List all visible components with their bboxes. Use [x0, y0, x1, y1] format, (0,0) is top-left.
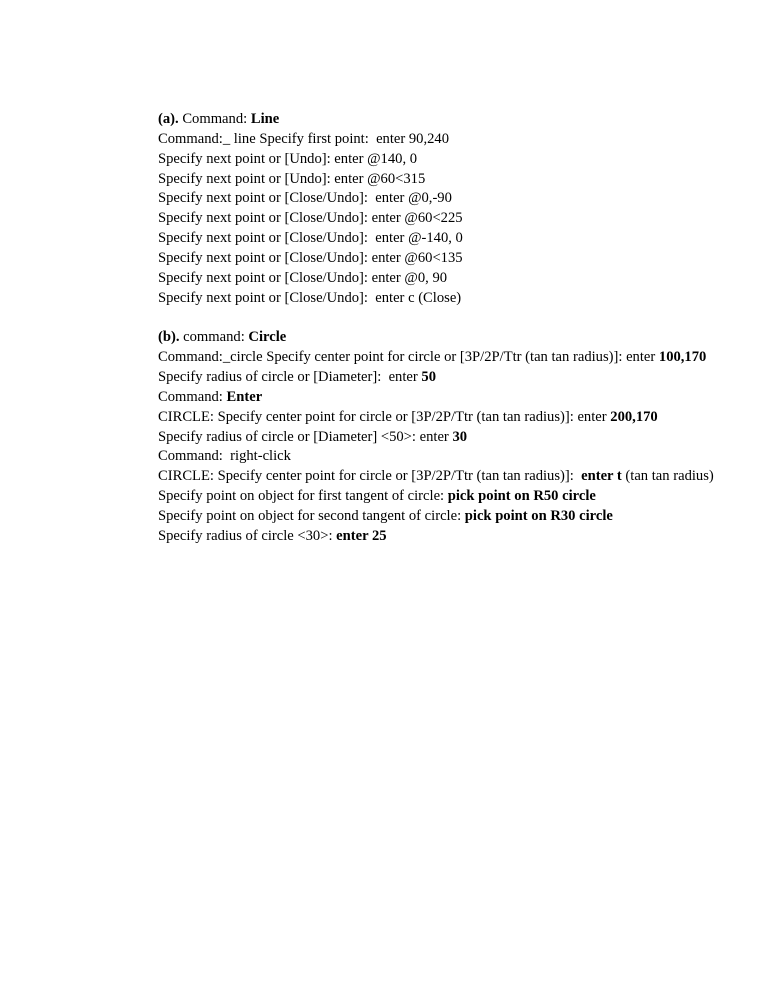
- document-body: [158, 110, 718, 547]
- section-a-heading-text: Command:: [178, 111, 251, 127]
- section-b-line-first-tangent: [158, 487, 718, 507]
- section-b-line-second-tangent: [158, 507, 718, 527]
- section-a-line: Specify next point or [Close/Undo]: enter @0, 90: [158, 269, 448, 286]
- line-value: enter t: [581, 468, 622, 485]
- line-text: Specify radius of circle <30>:: [158, 527, 337, 544]
- line-value: Enter: [226, 388, 263, 405]
- section-b-heading-text: command:: [179, 329, 249, 346]
- line-text: Specify radius of circle or [Diameter]: enter: [158, 368, 422, 385]
- section-b-line-radius-25: [158, 527, 718, 547]
- line-text: Command:_circle Specify center point for circle or [3P/2P/Ttr (tan tan radius)]: enter: [158, 349, 659, 366]
- section-b-line-center-200: [158, 408, 718, 428]
- section-spacer: [158, 308, 718, 328]
- line-tail: (tan tan radius): [621, 468, 714, 485]
- section-a-command: Line: [250, 111, 280, 127]
- line-value: 50: [421, 368, 436, 385]
- section-b-line-right-click: Command: right-click: [158, 448, 291, 465]
- section-a-line: Specify next point or [Undo]: enter @60<315: [158, 170, 426, 187]
- section-a-line: Specify next point or [Close/Undo]: enter c (Close): [158, 289, 462, 306]
- section-b-command: Circle: [248, 329, 287, 346]
- line-text: Command:: [158, 388, 227, 405]
- section-b-line-radius-50: [158, 368, 718, 388]
- section-b-line-ttr: [158, 467, 718, 487]
- section-a-line: Specify next point or [Close/Undo]: enter @60<135: [158, 249, 463, 266]
- section-a-line: Specify next point or [Close/Undo]: enter @60<225: [158, 210, 463, 227]
- line-value: pick point on R30 circle: [464, 507, 613, 524]
- section-b-line-circle-command: [158, 348, 718, 368]
- line-value: enter 25: [336, 527, 387, 544]
- section-a-line: Specify next point or [Undo]: enter @140, 0: [158, 150, 418, 167]
- line-text: CIRCLE: Specify center point for circle or [3P/2P/Ttr (tan tan radius)]: enter: [158, 408, 611, 425]
- line-value: 100,170: [658, 349, 707, 366]
- section-a-line: Command:_ line Specify first point: enter 90,240: [158, 130, 450, 147]
- line-text: Specify point on object for first tangent of circle:: [158, 488, 448, 505]
- line-value: 30: [452, 428, 468, 445]
- section-a-line: Specify next point or [Close/Undo]: enter @-140, 0: [158, 230, 463, 247]
- line-value: 200,170: [610, 408, 658, 425]
- section-b-line-radius-30: [158, 428, 718, 448]
- section-b-heading: [158, 328, 718, 348]
- line-text: Specify radius of circle or [Diameter] <50>: enter: [158, 428, 453, 445]
- section-b-label: (b).: [158, 329, 180, 346]
- line-text: Specify point on object for second tangent of circle:: [158, 507, 465, 524]
- section-a-heading: [158, 110, 718, 130]
- section-a-line: Specify next point or [Close/Undo]: enter @0,-90: [158, 190, 452, 207]
- line-value: pick point on R50 circle: [447, 488, 596, 505]
- line-text: CIRCLE: Specify center point for circle or [3P/2P/Ttr (tan tan radius)]:: [158, 468, 582, 485]
- section-a-label: (a).: [158, 111, 179, 127]
- section-b-line-enter: [158, 388, 718, 408]
